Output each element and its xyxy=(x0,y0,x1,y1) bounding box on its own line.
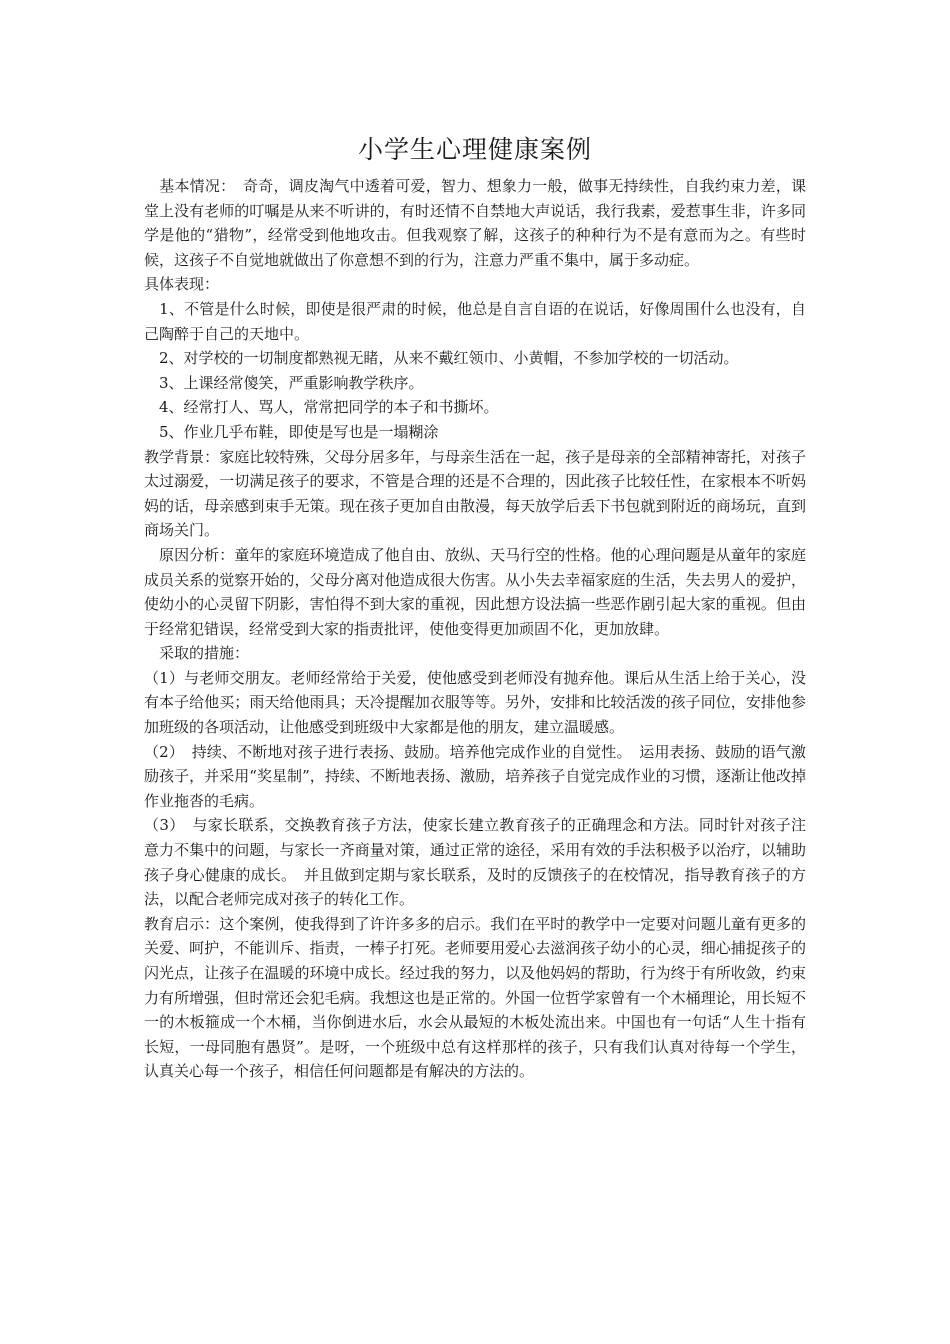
behavior-item-4: 4、经常打人、骂人，常常把同学的本子和书撕坏。 xyxy=(144,398,499,417)
heading-measures: 采取的措施： xyxy=(144,644,250,663)
paragraph-education-insights: 教育启示：这个案例，使我得到了许许多多的启示。我们在平时的教学中一定要对问题儿童有更多的关爱、呵护，不能训斥、指责，一棒子打死。老师要用爱心去滋润孩子幼小的心灵，细心捕捉孩子的闪光点，让孩子在温暖的环境中成长。经过我的努力，以及他妈妈的帮助，行为终于有所收敛，约束力有所增强，但时常还会犯毛病。我想这也是正常的。外国一位哲学家曾有一个木桶理论，用长短不一的木板箍成一个木桶，当你倒进水后，水会从最短的木板处流出来。中国也有一句话“人生十指有长短，一母同胞有愚贤”。是呀，一个班级中总有这样那样的孩子，只有我们认真对待每一个学生，认真关心每一个孩子，相信任何问题都是有解决的方法的。 xyxy=(144,914,806,1081)
behavior-item-3: 3、上课经常傻笑，严重影响教学秩序。 xyxy=(144,373,424,392)
paragraph-cause-analysis: 原因分析：童年的家庭环境造成了他自由、放纵、天马行空的性格。他的心理问题是从童年的家庭成员关系的觉察开始的，父母分离对他造成很大伤害。从小失去幸福家庭的生活，失去男人的爱护，使幼小的心灵留下阴影，害怕得不到大家的重视，因此想方设法搞一些恶作剧引起大家的重视。但由于经常犯错误，经常受到大家的指责批评，使他变得更加顽固不化，更加放肆。 xyxy=(144,545,806,638)
behavior-item-2: 2、对学校的一切制度都熟视无睹，从来不戴红领巾、小黄帽，不参加学校的一切活动。 xyxy=(144,349,739,368)
document-title: 小学生心理健康案例 xyxy=(357,135,592,164)
behavior-item-5: 5、作业几乎布鞋，即使是写也是一塌糊涂 xyxy=(144,422,439,441)
measure-item-3: （3） 与家长联系，交换教育孩子方法，使家长建立教育孩子的正确理念和方法。同时针对孩子注意力不集中的问题，与家长一齐商量对策，通过正常的途径，采用有效的手法积极予以治疗，以辅助孩子身心健康的成长。 并且做到定期与家长联系，及时的反馈孩子的在校情况，指导教育孩子的方法，以配合老师完成对孩子的转化工作。 xyxy=(144,816,806,909)
heading-specific-behaviors: 具体表现： xyxy=(144,275,220,294)
behavior-item-1: 1、不管是什么时候，即使是很严肃的时候，他总是自言自语的在说话，好像周围什么也没有，自己陶醉于自己的天地中。 xyxy=(144,299,806,343)
paragraph-teaching-background: 教学背景：家庭比较特殊，父母分居多年，与母亲生活在一起，孩子是母亲的全部精神寄托，对孩子太过溺爱，一切满足孩子的要求，不管是合理的还是不合理的，因此孩子比较任性，在家根本不听妈妈的话，母亲感到束手无策。现在孩子更加自由散漫，每天放学后丢下书包就到附近的商场玩，直到商场关门。 xyxy=(144,447,806,540)
measure-item-1: （1）与老师交朋友。老师经常给于关爱，使他感受到老师没有抛弃他。课后从生活上给于关心，没有本子给他买；雨天给他雨具；天冷提醒加衣服等等。另外，安排和比较活泼的孩子同位，安排他参加班级的各项活动，让他感受到班级中大家都是他的朋友，建立温暖感。 xyxy=(144,668,806,737)
document-body xyxy=(144,174,806,1084)
measure-item-2: （2） 持续、不断地对孩子进行表扬、鼓励。培养他完成作业的自觉性。 运用表扬、鼓励的语气激励孩子，并采用“奖星制”，持续、不断地表扬、激励，培养孩子自觉完成作业的习惯，逐渐让他改掉作业拖沓的毛病。 xyxy=(144,742,806,810)
paragraph-basic-info: 基本情况： 奇奇，调皮淘气中透着可爱，智力、想象力一般，做事无持续性，自我约束力差，课堂上没有老师的叮嘱是从来不听讲的，有时还情不自禁地大声说话，我行我素，爱惹事生非，许多同学是他的“猎物”，经常受到他地攻击。但我观察了解，这孩子的种种行为不是有意而为之。有些时候，这孩子不自觉地就做出了你意想不到的行为，注意力严重不集中，属于多动症。 xyxy=(144,177,806,269)
